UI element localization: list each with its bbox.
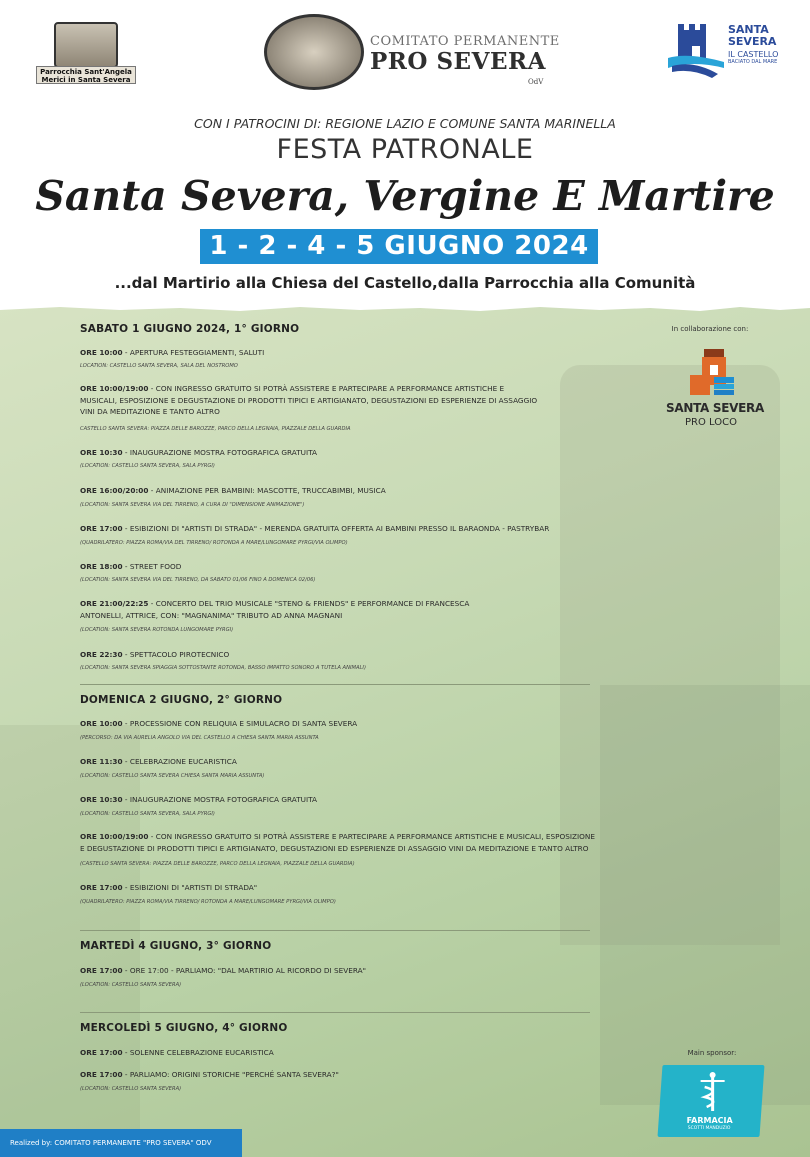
event-location: (LOCATION: CASTELLO SANTA SEVERA, SALA PYRGI) (80, 811, 215, 817)
festa-heading: FESTA PATRONALE (276, 134, 534, 165)
footer-credit: Realized by: COMITATO PERMANENTE "PRO SEVERA" ODV (0, 1129, 242, 1157)
farmacia-logo (657, 1065, 764, 1137)
date-banner: 1 - 2 - 4 - 5 GIUGNO 2024 (200, 229, 598, 264)
patrocini-text: CON I PATROCINI DI: REGIONE LAZIO E COMUNE SANTA MARINELLA (194, 116, 616, 131)
day-2-title: DOMENICA 2 GIUGNO, 2° GIORNO (80, 694, 283, 706)
subtitle: ...dal Martirio alla Chiesa del Castello,dalla Parrocchia alla Comunità (114, 274, 696, 292)
farmacia-line1: FARMACIA (686, 1116, 733, 1125)
castello-line4: BACIATO DAL MARE (728, 59, 778, 65)
event-item: ORE 17:00 - SOLENNE CELEBRAZIONE EUCARISTICA (80, 1048, 274, 1057)
castello-line1: SANTA (728, 23, 769, 36)
event-location: (QUADRILATERO: PIAZZA ROMA/VIA TIRRENO/ ROTONDA A MARE/LUNGOMARE PYRGI/VIA OLIMPO) (80, 899, 336, 905)
event-location: (LOCATION: SANTA SEVERA VIA DEL TIRRENO, A CURA DI "DIMENSIONE ANIMAZIONE") (80, 502, 305, 508)
event-location: (LOCATION: CASTELLO SANTA SEVERA, SALA PYRGI) (80, 463, 215, 469)
poster-header (0, 0, 810, 305)
parish-emblem-icon (54, 22, 118, 68)
event-item: ORE 10:00/19:00 - CON INGRESSO GRATUITO SI POTRÀ ASSISTERE E PARTECIPARE A PERFORMANCE ARTISTICHE E MUSICALI, ESPOSIZIONE E DEGUSTAZIONE DI PRODOTTI TIPICI E ARTIGIANATO, DEGUSTAZIONI ED ESPERIENZE DI ASSAGGIO VINI DA MEDITAZIONE E TANTO ALTRO (80, 832, 595, 853)
castle-icon (668, 18, 724, 80)
proloco-logo (666, 347, 764, 433)
event-location: (LOCATION: CASTELLO SANTA SEVERA) (80, 982, 182, 988)
program-section (0, 305, 810, 1157)
comitato-line1: COMITATO PERMANENTE (370, 34, 560, 49)
castle-wall-background (600, 685, 810, 1105)
event-location: (LOCATION: CASTELLO SANTA SEVERA) (80, 1086, 182, 1092)
event-location: (LOCATION: SANTA SEVERA ROTONDA LUNGOMARE PYRGI) (80, 627, 234, 633)
proloco-line2: PRO LOCO (685, 417, 737, 428)
event-item: ORE 17:00 - ESIBIZIONI DI "ARTISTI DI STRADA" (80, 883, 258, 892)
event-item: ORE 21:00/22:25 - CONCERTO DEL TRIO MUSICALE "STENO & FRIENDS" E PERFORMANCE DI FRANCESCA ANTONELLI, ATTRICE, CON: "MAGNANIMA" TRIBUTO AD ANNA MAGNANI (80, 599, 470, 620)
castello-line2: SEVERA (728, 35, 777, 48)
event-location: (LOCATION: SANTA SEVERA SPIAGGIA SOTTOSTANTE ROTONDA, BASSO IMPATTO SONORO A TUTELA ANIMALI) (80, 665, 366, 671)
comitato-seal-icon (264, 14, 364, 90)
event-location: (PERCORSO: DA VIA AURELIA ANGOLO VIA DEL CASTELLO A CHIESA SANTA MARIA ASSUNTA (80, 735, 319, 741)
event-item: ORE 10:00 - PROCESSIONE CON RELIQUIA E SIMULACRO DI SANTA SEVERA (80, 719, 358, 728)
event-item: ORE 10:00/19:00 - CON INGRESSO GRATUITO SI POTRÀ ASSISTERE E PARTECIPARE A PERFORMANCE ARTISTICHE E MUSICALI, ESPOSIZIONE E DEGUSTAZIONE DI PRODOTTI TIPICI E ARTIGIANATO, DEGUSTAZIONI ED ESPERIENZE DI ASSAGGIO VINI DA MEDITAZIONE E TANTO ALTRO (80, 384, 538, 416)
sponsor-label: Main sponsor: (687, 1049, 737, 1057)
event-location: LOCATION: CASTELLO SANTA SEVERA, SALA DEL NOSTROMO (80, 363, 238, 369)
day-3-title: MARTEDÌ 4 GIUGNO, 3° GIORNO (80, 940, 272, 952)
event-item: ORE 10:30 - INAUGURAZIONE MOSTRA FOTOGRAFICA GRATUITA (80, 448, 318, 457)
parish-logo (36, 22, 136, 84)
collaboration-label: In collaborazione con: (671, 325, 749, 333)
day-4-title: MERCOLEDÌ 5 GIUGNO, 4° GIORNO (80, 1022, 288, 1034)
castello-line3: IL CASTELLO (728, 50, 779, 59)
event-location: CASTELLO SANTA SEVERA: PIAZZA DELLE BAROZZE, PARCO DELLA LEGNAIA, PIAZZALE DELLA GUARDIA (80, 426, 351, 432)
castello-logo (664, 18, 784, 84)
event-item: ORE 10:30 - INAUGURAZIONE MOSTRA FOTOGRAFICA GRATUITA (80, 795, 318, 804)
event-item: ORE 17:00 - PARLIAMO: ORIGINI STORICHE "PERCHÉ SANTA SEVERA?" (80, 1070, 339, 1079)
event-item: ORE 22:30 - SPETTACOLO PIROTECNICO (80, 650, 230, 659)
parish-name-line1: Parrocchia Sant'Angela (40, 68, 132, 76)
proloco-line1: SANTA SEVERA (666, 401, 764, 415)
event-item: ORE 17:00 - ESIBIZIONI DI "ARTISTI DI STRADA" - MERENDA GRATUITA OFFERTA AI BAMBINI PRESSO IL BARAONDA - PASTRYBAR (80, 524, 550, 533)
section-divider (80, 1012, 590, 1013)
event-location: (LOCATION: CASTELLO SANTA SEVERA CHIESA SANTA MARIA ASSUNTA) (80, 773, 265, 779)
torn-edge-decoration (0, 305, 810, 315)
event-item: ORE 10:00 - APERTURA FESTEGGIAMENTI, SALUTI (80, 348, 265, 357)
comitato-logo (264, 14, 560, 90)
comitato-line2: PRO SEVERA (370, 48, 546, 75)
day-1-title: SABATO 1 GIUGNO 2024, 1° GIORNO (80, 323, 300, 335)
event-location: (CASTELLO SANTA SEVERA: PIAZZA DELLE BAROZZE, PARCO DELLA LEGNAIA, PIAZZALE DELLA GUARDIA) (80, 861, 355, 867)
event-item: ORE 16:00/20:00 - ANIMAZIONE PER BAMBINI: MASCOTTE, TRUCCABIMBI, MUSICA (80, 486, 386, 495)
event-location: (QUADRILATERO: PIAZZA ROMA/VIA DEL TIRRENO/ ROTONDA A MARE/LUNGOMARE PYRGI/VIA OLIMPO) (80, 540, 348, 546)
section-divider (80, 930, 590, 931)
farmacia-line2: SCOTTI MANDUZIO (687, 1126, 731, 1131)
caduceus-icon (695, 1071, 731, 1113)
event-item: ORE 11:30 - CELEBRAZIONE EUCARISTICA (80, 757, 237, 766)
event-location: (LOCATION: SANTA SEVERA VIA DEL TIRRENO, DA SABATO 01/06 FINO A DOMENICA 02/06) (80, 577, 316, 583)
proloco-tower-icon (688, 347, 736, 399)
event-item: ORE 18:00 - STREET FOOD (80, 562, 182, 571)
event-item: ORE 17:00 - ORE 17:00 - PARLIAMO: "DAL MARTIRIO AL RICORDO DI SEVERA" (80, 966, 366, 975)
comitato-odv: OdV (528, 78, 544, 86)
page-title: Santa Severa, Vergine E Martire (35, 172, 775, 220)
parish-name-line2: Merici in Santa Severa (41, 76, 131, 84)
section-divider (80, 684, 590, 685)
